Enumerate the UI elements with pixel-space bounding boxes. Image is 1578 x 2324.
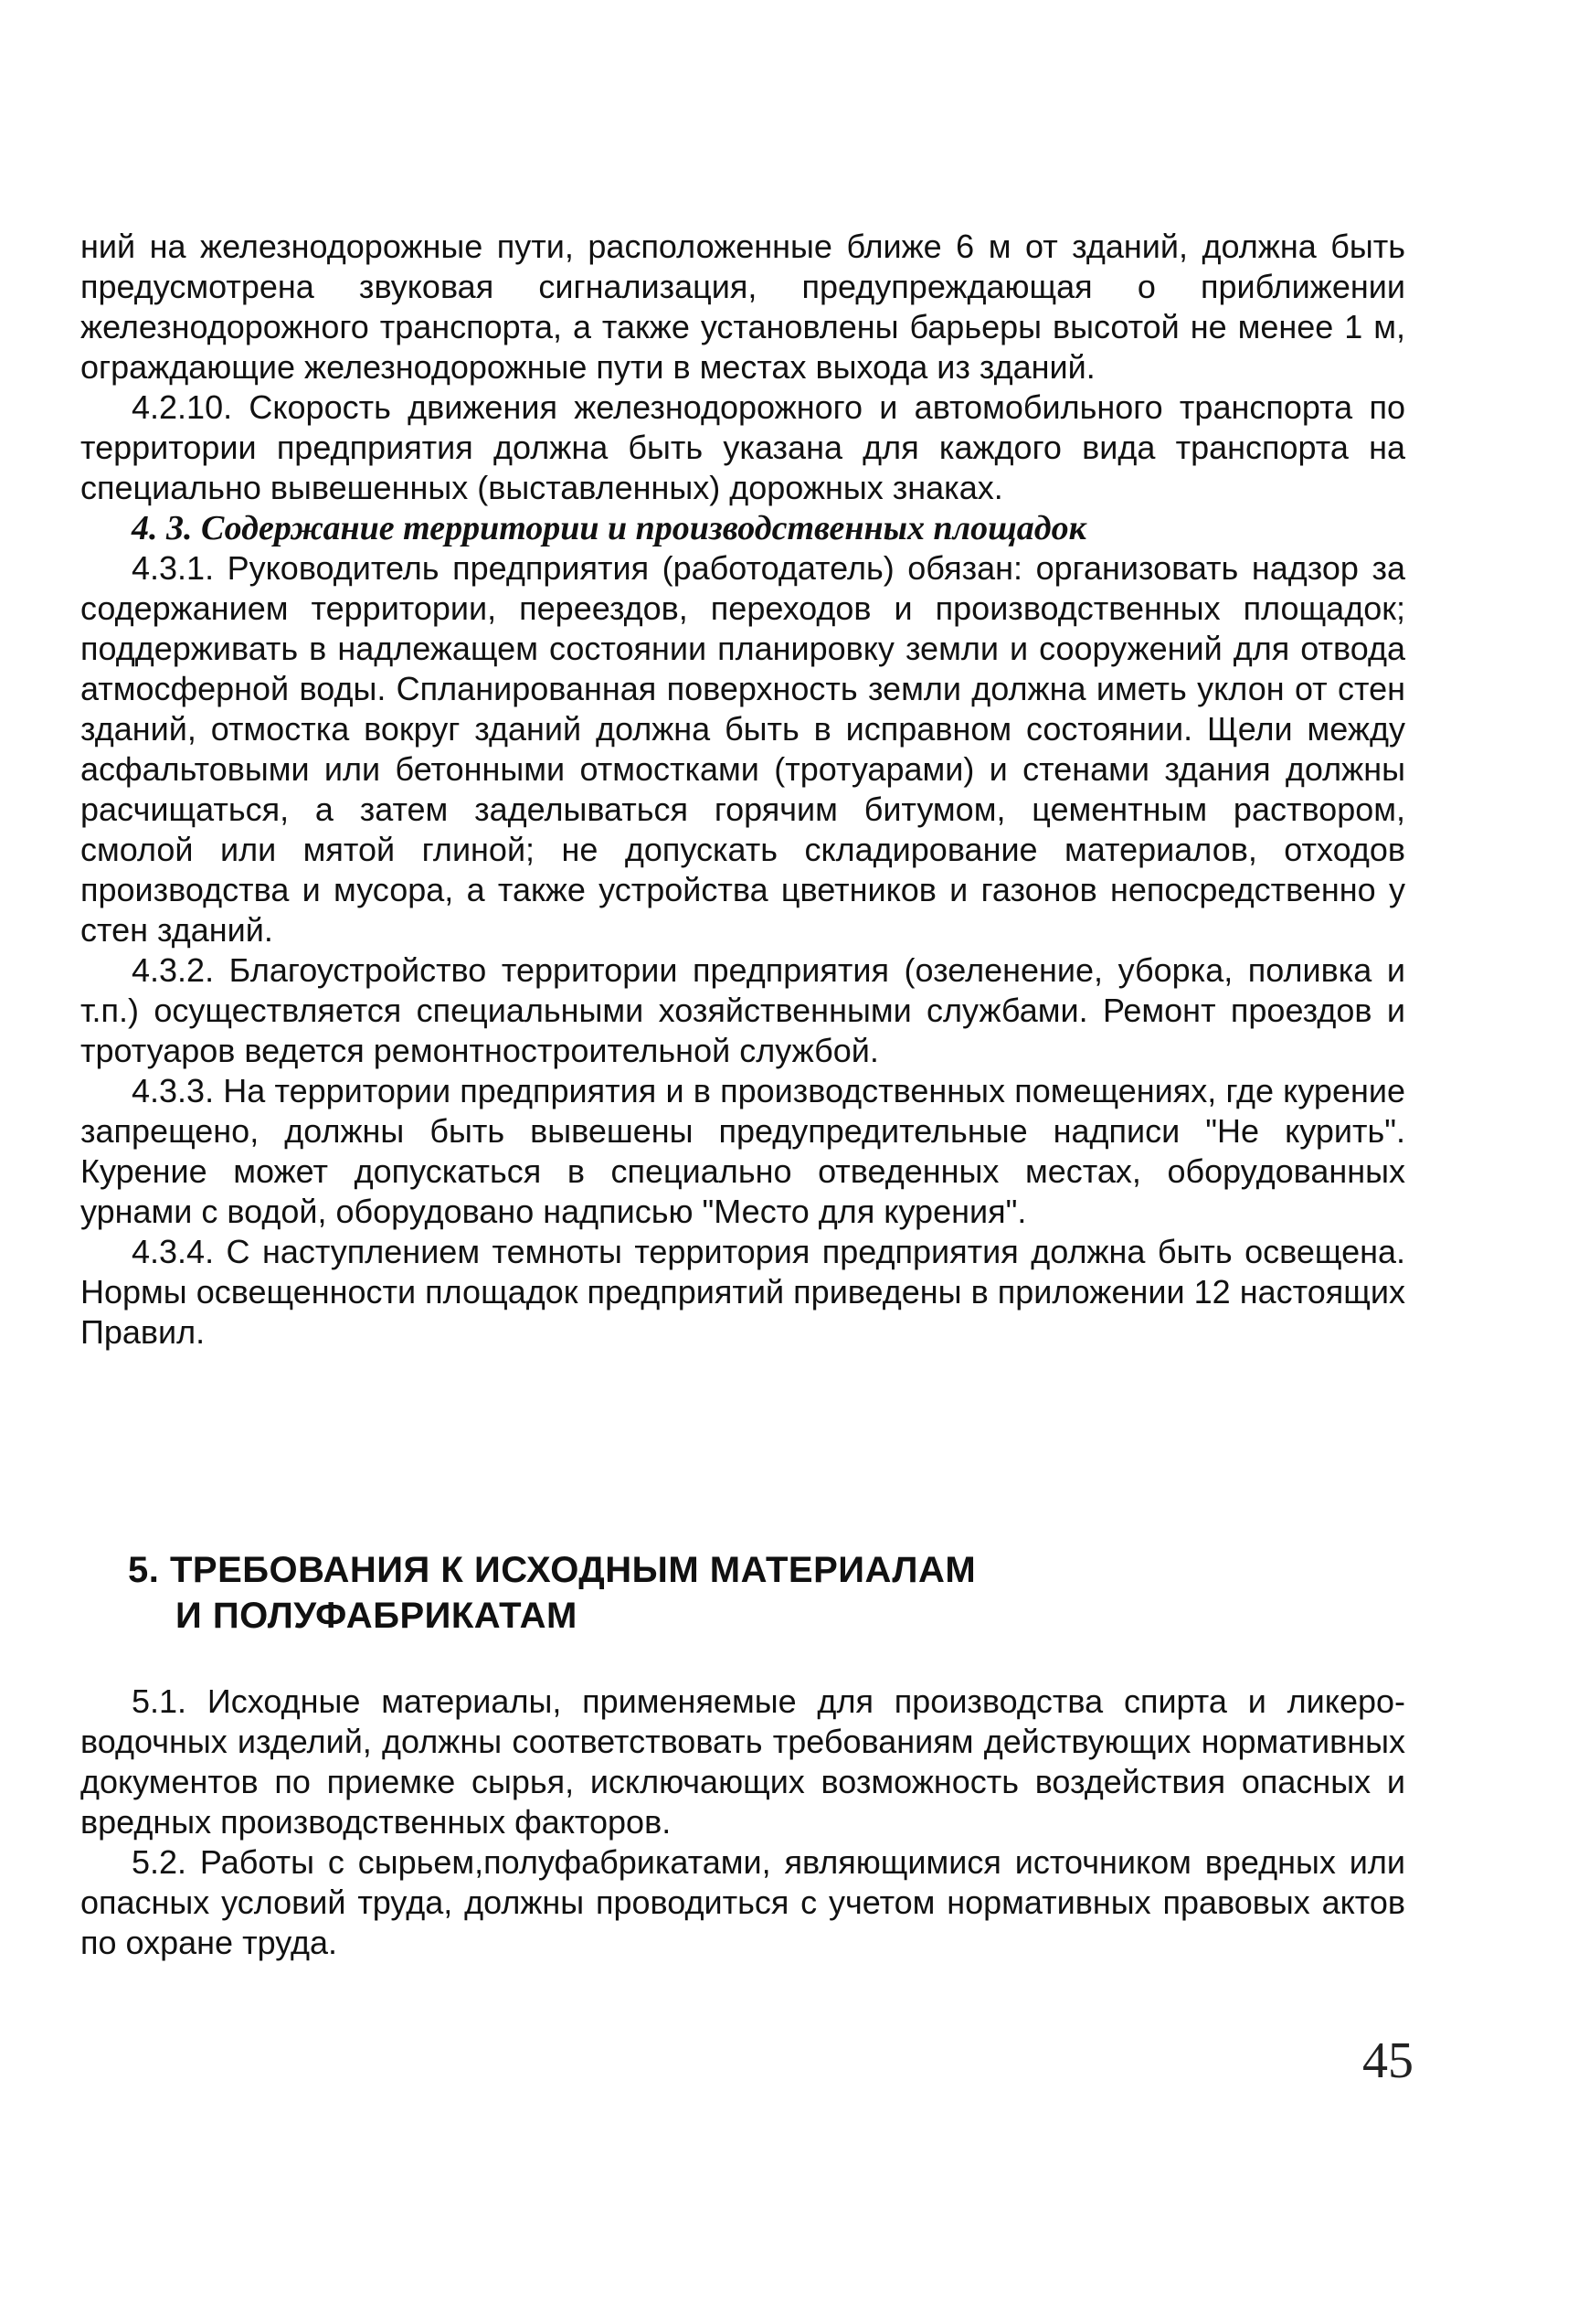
paragraph-4-3-2: 4.3.2. Благоустройство территории предприятия (озеленение, уборка, поливка и т.п.) осуществляется специальными хозяйственными службами. Ремонт проездов и тротуаров ведется ремонтностроительной службой. bbox=[80, 951, 1405, 1069]
paragraph-4-3-1: 4.3.1. Руководитель предприятия (работодатель) обязан: организовать надзор за содержанием территории, переездов, переходов и производственных площадок; поддерживать в надлежащем состоянии планировку земли и сооружений для отвода атмосферной воды. Спланированная поверхность земли должна иметь уклон от стен зданий, отмостка вокруг зданий должна быть в исправном состоянии. Щели между асфальтовыми или бетонными отмостками (тротуарами) и стенами здания должны расчищаться, а затем заделываться горячим битумом, цементным раствором, смолой или мятой глиной; не допускать складирование материалов, отходов производства и мусора, а также устройства цветников и газонов непосредственно у стен зданий. bbox=[80, 549, 1405, 949]
section-title-line2: И ПОЛУФАБРИКАТАМ bbox=[175, 1596, 577, 1636]
top-text-block bbox=[80, 227, 1405, 1353]
section-title-line1: 5. ТРЕБОВАНИЯ К ИСХОДНЫМ МАТЕРИАЛАМ bbox=[128, 1550, 977, 1590]
section-title bbox=[128, 1547, 976, 1639]
paragraph-4-3-4: 4.3.4. С наступлением темноты территория предприятия должна быть освещена. Нормы освещенности площадок предприятий приведены в приложении 12 настоящих Правил. bbox=[80, 1233, 1405, 1351]
paragraph-5-2: 5.2. Работы с сырьем,полуфабрикатами, являющимися источником вредных или опасных условий труда, должны проводиться с учетом нормативных правовых актов по охране труда. bbox=[80, 1843, 1405, 1961]
subsection-heading: 4. 3. Содержание территории и производственных площадок bbox=[132, 509, 1086, 547]
section-text-block bbox=[80, 1682, 1405, 1963]
paragraph-4-2-10: 4.2.10. Скорость движения железнодорожного и автомобильного транспорта по территории предприятия должна быть указана для каждого вида транспорта на специально вывешенных (выставленных) дорожных знаках. bbox=[80, 388, 1405, 506]
page-number: 45 bbox=[1362, 2032, 1414, 2089]
paragraph-4-3-3: 4.3.3. На территории предприятия и в производственных помещениях, где курение запрещено, должны быть вывешены предупредительные надписи "Не курить". Курение может допускаться в специально отведенных местах, оборудованных урнами с водой, оборудовано надписью "Место для курения". bbox=[80, 1072, 1405, 1230]
paragraph-5-1: 5.1. Исходные материалы, применяемые для производства спирта и ликеро-водочных изделий, должны соответствовать требованиям действующих нормативных документов по приемке сырья, исключающих возможность воздействия опасных и вредных производственных факторов. bbox=[80, 1682, 1405, 1841]
paragraph-continuation: ний на железнодорожные пути, расположенные ближе 6 м от зданий, должна быть предусмотрена звуковая сигнализация, предупреждающая о приближении железнодорожного транспорта, а также установлены барьеры высотой не менее 1 м, ограждающие железнодорожные пути в местах выхода из зданий. bbox=[80, 228, 1405, 386]
